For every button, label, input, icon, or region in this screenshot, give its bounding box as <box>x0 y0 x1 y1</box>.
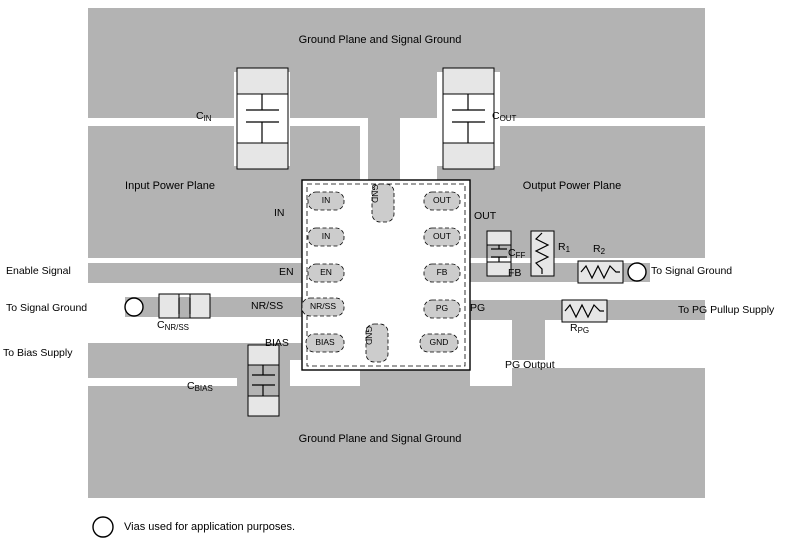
label-en: EN <box>279 266 294 278</box>
pin-en-label: EN <box>320 267 332 277</box>
label-bias: BIAS <box>265 337 289 349</box>
via-nr-ss-ground <box>125 298 143 316</box>
cap-out-symbol <box>443 68 494 169</box>
net-to-signal-ground-right: To Signal Ground <box>651 265 733 277</box>
label-pg: PG <box>470 302 486 314</box>
label-in: IN <box>274 207 285 219</box>
pin-gnd-top-label: GND <box>370 184 380 203</box>
pin-fb-label: FB <box>436 267 448 277</box>
cap-ff-label: $C_{FF}$ <box>508 247 526 261</box>
label-fb: FB <box>508 267 522 279</box>
resistor-r2-symbol <box>578 261 623 283</box>
ground-plane-top-shape <box>88 8 705 118</box>
pin-pg-label: PG <box>435 303 449 313</box>
resistor-r2-label: $R_2$ <box>593 243 606 257</box>
resistor-r1-symbol <box>531 231 554 276</box>
pin-nr-ss-label: NR/SS <box>310 301 336 311</box>
label-nr-ss: NR/SS <box>251 300 284 312</box>
pin-gnd-bottom-right-label: GND <box>429 337 449 347</box>
gnd-feed-top <box>368 118 400 180</box>
ground-plane-bottom-label: Ground Plane and Signal Ground <box>298 433 462 445</box>
pin-in-2-label: IN <box>321 231 331 241</box>
pg-output-stub <box>512 320 545 360</box>
resistor-rpg-label: $R_{PG}$ <box>570 322 590 336</box>
via-signal-ground-right <box>628 263 646 281</box>
pin-gnd-bottom-left-label: GND <box>364 326 374 345</box>
resistor-rpg-symbol <box>562 300 607 322</box>
output-power-plane-label: Output Power Plane <box>522 180 622 192</box>
legend-vias-label: Vias used for application purposes. <box>124 521 296 533</box>
cap-in-symbol <box>237 68 288 169</box>
net-to-signal-ground-left: To Signal Ground <box>6 302 88 314</box>
cap-out-label: $C_{OUT}$ <box>492 110 517 124</box>
cap-in-label: $C_{IN}$ <box>196 110 212 124</box>
pin-out-1-label: OUT <box>433 195 451 205</box>
enable-trace <box>88 263 310 283</box>
net-to-bias-supply: To Bias Supply <box>3 347 73 359</box>
label-out: OUT <box>474 210 497 222</box>
cap-nr-ss-label: $C_{NR/SS}$ <box>157 319 189 333</box>
net-enable-signal: Enable Signal <box>6 265 71 277</box>
pin-in-1-label: IN <box>321 195 331 205</box>
net-pg-output: PG Output <box>505 359 555 371</box>
ground-plane-top-label: Ground Plane and Signal Ground <box>298 34 462 46</box>
resistor-r1-label: $R_1$ <box>558 241 571 255</box>
via-legend <box>93 517 113 537</box>
input-power-plane-label: Input Power Plane <box>125 180 215 192</box>
pin-bias-label: BIAS <box>315 337 335 347</box>
net-to-pg-pullup-supply: To PG Pullup Supply <box>678 304 775 316</box>
cap-bias-label: $C_{BIAS}$ <box>187 380 213 394</box>
pin-out-2-label: OUT <box>433 231 451 241</box>
